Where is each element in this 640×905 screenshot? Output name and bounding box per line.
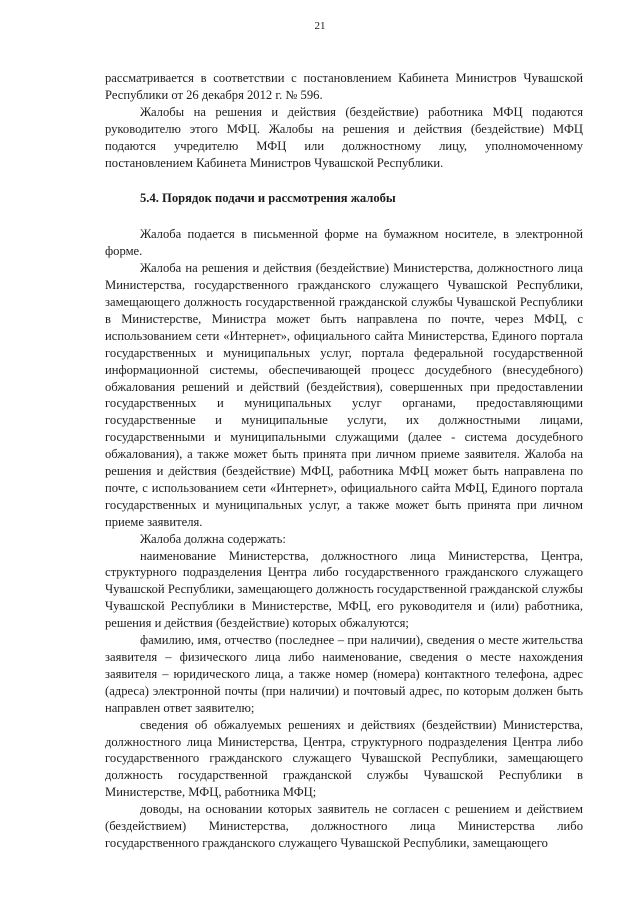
paragraph: Жалоба подается в письменной форме на бумажном носителе, в электронной форме. [105,227,583,259]
page-number: 21 [314,20,326,32]
paragraph: сведения об обжалуемых решениях и действиях (бездействии) Министерства, должностного лица Министерства, Центра, структурного подразделения Центра либо государственного гражданского служащего Чувашской Республики, замещающего должность государственной гражданской службы Чувашской Республики в Министерстве, МФЦ, работника МФЦ; [105,717,583,800]
paragraphs-after-heading [105,226,583,852]
paragraph: Жалобы на решения и действия (бездействие) работника МФЦ подаются руководителю этого МФЦ. Жалобы на решения и действия (бездействие) МФЦ подаются учредителю МФЦ или должностному лицу, уполномоченному постановлением Кабинета Министров Чувашской Республики. [105,104,583,170]
paragraph: наименование Министерства, должностного лица Министерства, Центра, структурного подразделения Центра либо государственного гражданского служащего Чувашской Республики, замещающего должность государственной гражданской службы Чувашской Республики в Министерстве, МФЦ, его руководителя и (или) работника, решения и действия (бездействие) которых обжалуются; [105,548,583,631]
paragraph: рассматривается в соответствии с постановлением Кабинета Министров Чувашской Республики от 26 декабря 2012 г. № 596. [105,71,583,102]
paragraphs-before-heading [105,70,583,171]
paragraph: доводы, на основании которых заявитель не согласен с решением и действием (бездействием) Министерства, должностного лица Министерства либо государственного гражданского служащего Чувашской Республики, замещающего [105,802,583,850]
document-body [105,70,583,852]
paragraph: Жалоба на решения и действия (бездействие) Министерства, должностного лица Министерства, государственного гражданского служащего Чувашской Республики, замещающего должность государственной гражданской службы Чувашской Республики в Министерстве, Министра может быть направлена по почте, через МФЦ, с использованием сети «Интернет», официального сайта Министерства, Единого портала государственных и муниципальных услуг, портала федеральной государственной информационной системы, обеспечивающей процесс досудебного (внесудебного) обжалования решений и действий (бездействия), совершенных при предоставлении государственных и муниципальных услуг органами, предоставляющими государственные и муниципальные услуги, их должностными лицами, государственными и муниципальными служащими (далее - система досудебного обжалования), а также может быть принята при личном приеме заявителя. Жалоба на решения и действия (бездействие) МФЦ, работника МФЦ может быть направлена по почте, с использованием сети «Интернет», официального сайта МФЦ, Единого портала государственных и муниципальных услуг, а также может быть принята при личном приеме заявителя. [105,261,583,529]
paragraph: Жалоба должна содержать: [140,531,286,546]
paragraph: фамилию, имя, отчество (последнее – при наличии), сведения о месте жительства заявителя – физического лица либо наименование, сведения о месте нахождения заявителя – юридического лица, а также номер (номера) контактного телефона, адрес (адреса) электронной почты (при наличии) и почтовый адрес, по которым должен быть направлен ответ заявителю; [105,633,583,715]
section-heading: 5.4. Порядок подачи и рассмотрения жалобы [140,191,396,206]
